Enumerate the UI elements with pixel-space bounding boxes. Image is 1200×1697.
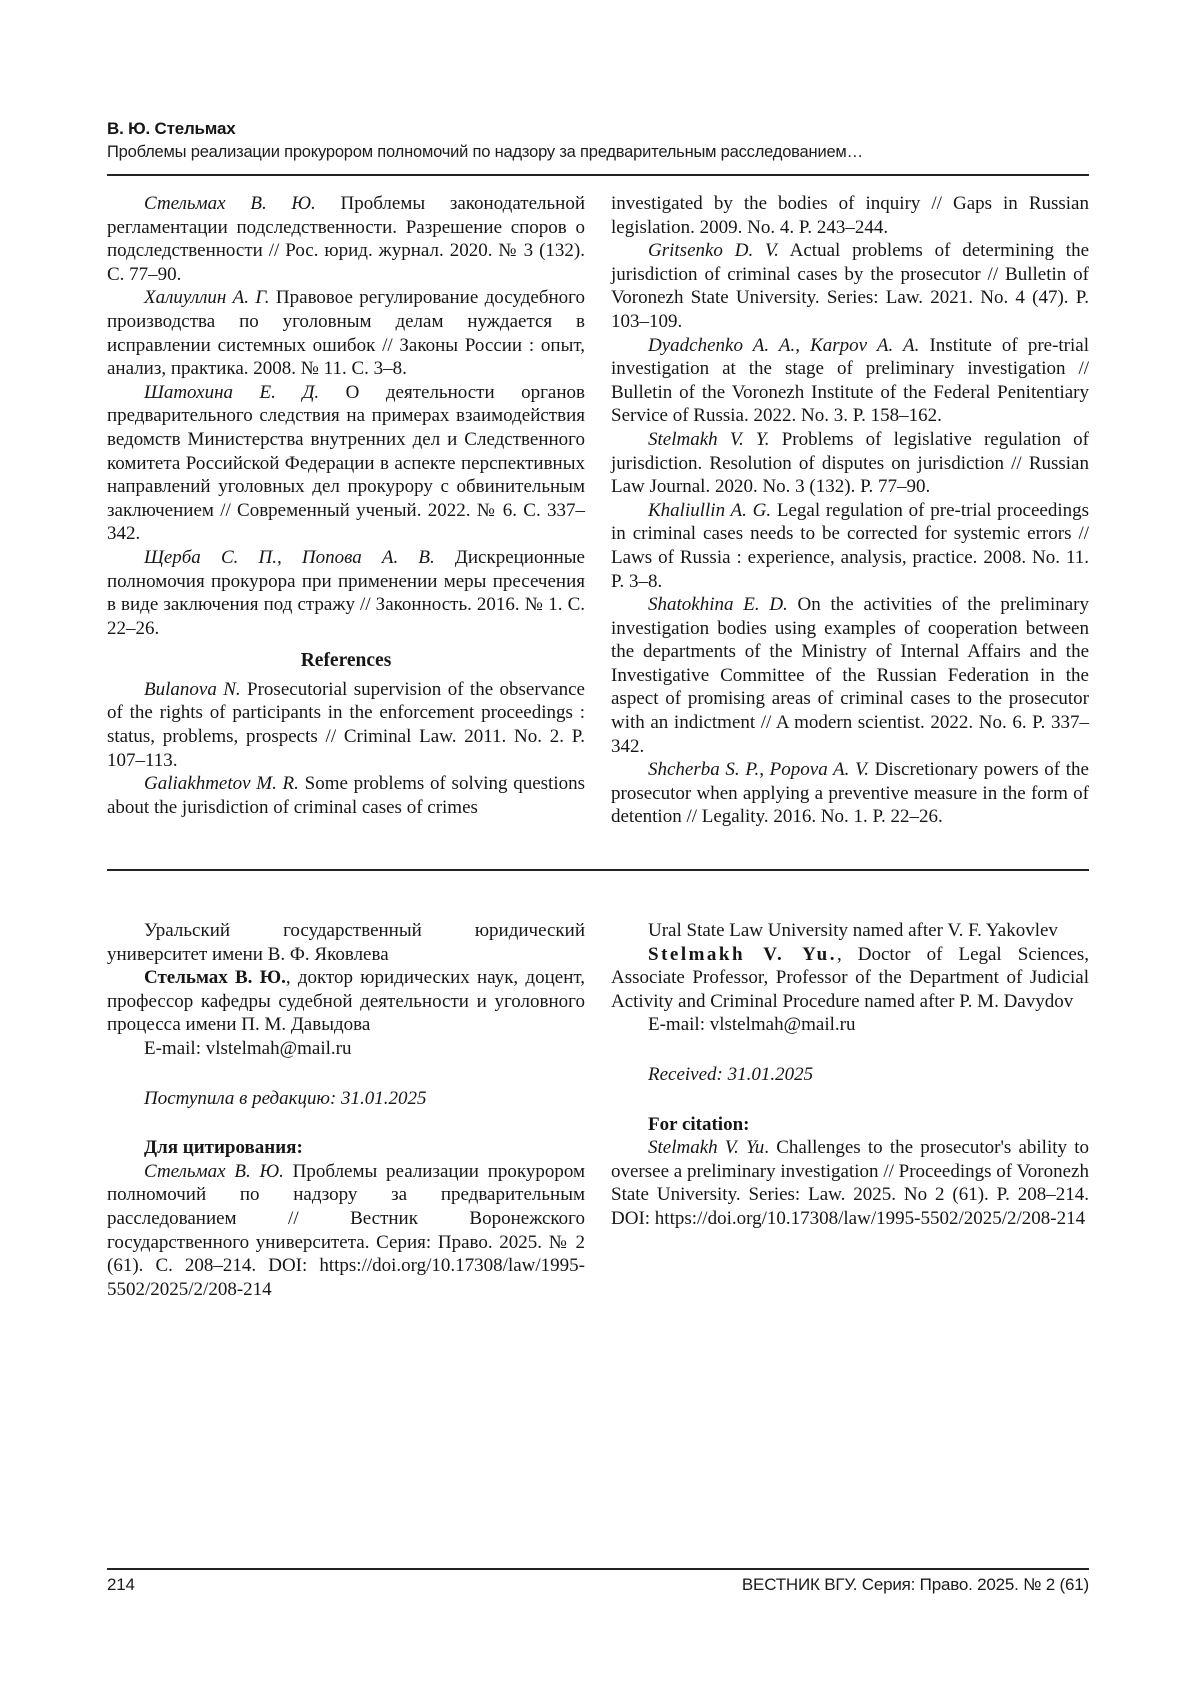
author-lead: Khaliullin A. G. bbox=[648, 499, 772, 521]
author-lead: Stelmakh V. Yu. bbox=[648, 943, 837, 965]
references-heading: References bbox=[300, 650, 392, 672]
reference-entry: Stelmakh V. Y. Problems of legislative regulation of jurisdiction. Resolution of disputes on jurisdiction // Russian Law Journal. 2020. No. 3 (132). P. 77–90. bbox=[611, 428, 1089, 498]
reference-entry-continuation: investigated by the bodies of inquiry // Gaps in Russian legislation. 2009. No. 4. P. 243–244. bbox=[611, 193, 1089, 238]
reference-entry: Gritsenko D. V. Actual problems of determining the jurisdiction of criminal cases by the prosecutor // Bulletin of Voronezh State University. Series: Law. 2021. No. 4 (47). P. 103–109. bbox=[611, 240, 1090, 332]
citation-label-en: For citation: bbox=[648, 1113, 750, 1135]
author-lead: Shcherba S. P., Popova A. V. bbox=[648, 759, 869, 781]
reference-entry: Galiakhmetov M. R. Some problems of solving questions about the jurisdiction of criminal cases of crimes bbox=[107, 773, 585, 818]
received-line-ru: Поступила в редакцию: 31.01.2025 bbox=[144, 1087, 427, 1109]
running-header-author: В. Ю. Стельмах bbox=[107, 119, 236, 138]
footer-row bbox=[107, 1575, 1089, 1595]
author-lead: Dyadchenko A. A., Karpov A. A. bbox=[648, 334, 920, 356]
author-lead: Халиуллин А. Г. bbox=[144, 287, 270, 309]
reference-entry: Shatokhina E. D. On the activities of the preliminary investigation bodies using examples of cooperation between the departments of the Ministry of Internal Affairs and the Investigative Committee of the Russian Federation in the aspect of promising areas of criminal cases to the prosecutor with an indictment // A modern scientist. 2022. No. 6. P. 337–342. bbox=[611, 594, 1089, 757]
reference-entry: Khaliullin A. G. Legal regulation of pre-trial proceedings in criminal cases needs to be corrected for systemic errors // Laws of Russia : experience, analysis, practice. 2008. No. 11. P. 3–8. bbox=[611, 499, 1089, 592]
author-lead: Shatokhina E. D. bbox=[648, 594, 788, 616]
running-header-title: Проблемы реализации прокурором полномочий по надзору за предварительным расследованием… bbox=[107, 143, 863, 161]
references-section bbox=[107, 192, 1089, 829]
reference-entry: Халиуллин А. Г. Правовое регулирование досудебного производства по уголовным делам нуждается в исправлении системных ошибок // Законы России : опыт, анализ, практика. 2008. № 11. С. 3–8. bbox=[107, 287, 585, 380]
journal-running-title: ВЕСТНИК ВГУ. Серия: Право. 2025. № 2 (61) bbox=[741, 1575, 1089, 1594]
author-lead: Стельмах В. Ю. bbox=[144, 967, 286, 989]
citation-entry-ru: Стельмах В. Ю. Проблемы реализации прокурором полномочий по надзору за предварительным расследованием // Вестник Воронежского государственного университета. Серия: Право. 2025. № 2 (61). С. 208–214. DOI: https://doi.org/10.17308/law/1995-5502/2025/2/208-214 bbox=[107, 1160, 585, 1300]
affiliation-ru: Уральский государственный юридический университет имени В. Ф. Яковлева bbox=[107, 920, 585, 965]
author-degree-en: Stelmakh V. Yu., Doctor of Legal Sciences, Associate Professor, Professor of the Department of Judicial Activity and Criminal Procedure named after P. M. Davydov bbox=[611, 943, 1089, 1012]
page-number: 214 bbox=[107, 1575, 135, 1594]
received-line-en: Received: 31.01.2025 bbox=[648, 1064, 814, 1085]
affiliation-en: Ural State Law University named after V. F. Yakovlev bbox=[648, 920, 1058, 942]
footer-rule bbox=[107, 1568, 1089, 1570]
email-line-ru: E-mail: vlstelmah@mail.ru bbox=[144, 1038, 352, 1059]
author-info-right-column bbox=[611, 919, 1089, 1301]
author-info-section bbox=[107, 919, 1089, 1301]
page-content bbox=[107, 118, 1089, 1301]
author-degree-ru: Стельмах В. Ю., доктор юридических наук, доцент, профессор кафедры судебной деятельности и уголовного процесса имени П. М. Давыдова bbox=[107, 967, 585, 1036]
citation-label-ru: Для цитирования: bbox=[144, 1137, 303, 1159]
citation-entry-en: Stelmakh V. Yu. Challenges to the prosecutor's ability to oversee a preliminary investigation // Proceedings of Voronezh State University. Series: Law. 2025. No 2 (61). P. 208–214. DOI: https://doi.org/10.17308/law/1995-5502/2025/2/208-214 bbox=[611, 1137, 1089, 1229]
running-header bbox=[107, 118, 1089, 176]
author-info-left-column bbox=[107, 919, 585, 1301]
reference-entry: Стельмах В. Ю. Проблемы законодательной регламентации подследственности. Разрешение споров о подследственности // Рос. юрид. журнал. 2020. № 3 (132). С. 77–90. bbox=[107, 193, 585, 285]
reference-entry: Щерба С. П., Попова А. В. Дискреционные полномочия прокурора при применении меры пресечения в виде заключения под стражу // Законность. 2016. № 1. С. 22–26. bbox=[107, 546, 585, 639]
email-line-en: E-mail: vlstelmah@mail.ru bbox=[648, 1014, 856, 1036]
author-lead: Стельмах В. Ю. bbox=[144, 193, 316, 214]
author-lead: Bulanova N. bbox=[144, 678, 241, 700]
reference-entry: Bulanova N. Prosecutorial supervision of the observance of the rights of participants in the enforcement proceedings : status, problems, prospects // Criminal Law. 2011. No. 2. P. 107–113. bbox=[107, 678, 585, 771]
author-lead: Шатохина Е. Д. bbox=[144, 381, 320, 403]
references-left-column bbox=[107, 192, 585, 829]
author-lead: Galiakhmetov M. R. bbox=[144, 773, 299, 795]
header-rule bbox=[107, 174, 1089, 176]
author-lead: Gritsenko D. V. bbox=[648, 240, 779, 262]
reference-entry: Shcherba S. P., Popova A. V. Discretionary powers of the prosecutor when applying a preventive measure in the form of detention // Legality. 2016. No. 1. P. 22–26. bbox=[611, 759, 1089, 828]
author-lead: Stelmakh V. Yu bbox=[648, 1137, 765, 1159]
reference-entry: Dyadchenko A. A., Karpov A. A. Institute of pre-trial investigation at the stage of preliminary investigation // Bulletin of the Voronezh Institute of the Federal Penitentiary Service of Russia. 2022. No. 3. P. 158–162. bbox=[611, 334, 1089, 427]
section-divider-rule bbox=[107, 869, 1089, 871]
author-lead: Щерба С. П., Попова А. В. bbox=[144, 546, 435, 568]
author-lead: Стельмах В. Ю. bbox=[144, 1160, 284, 1182]
references-right-column bbox=[611, 192, 1089, 829]
page-footer bbox=[107, 1568, 1089, 1595]
author-lead: Stelmakh V. Y. bbox=[648, 428, 770, 450]
reference-entry: Шатохина Е. Д. О деятельности органов предварительного следствия на примерах взаимодействия ведомств Министерства внутренних дел и Следственного комитета Российской Федерации в аспекте перспективных направлений уголовных дел прокурору с обвинительным заключением // Современный ученый. 2022. № 6. С. 337–342. bbox=[107, 381, 585, 545]
